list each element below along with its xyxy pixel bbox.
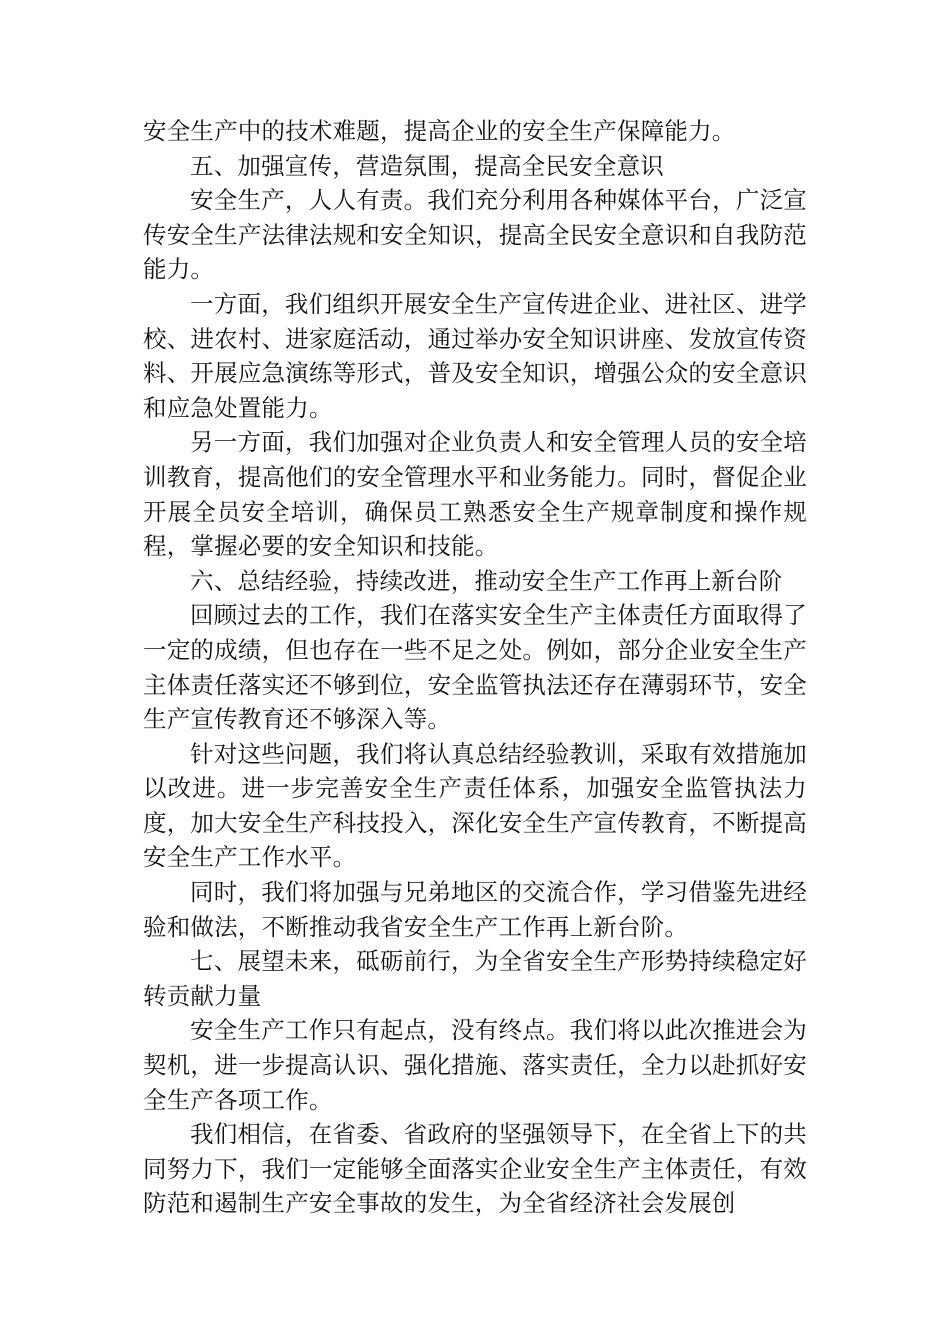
paragraph: 安全生产，人人有责。我们充分利用各种媒体平台，广泛宣传安全生产法律法规和安全知识，提高全民安全意识和自我防范能力。 <box>143 186 807 284</box>
section-heading-5: 五、加强宣传，营造氛围，提高全民安全意识 <box>190 151 664 180</box>
paragraph-continuation: 安全生产中的技术难题，提高企业的安全生产保障能力。 <box>143 117 736 145</box>
section-heading-6: 六、总结经验，持续改进，推动安全生产工作再上新台阶 <box>190 566 783 595</box>
section-heading-7: 七、展望未来，砥砺前行，为全省安全生产形势持续稳定好转贡献力量 <box>143 947 807 1010</box>
paragraph: 同时，我们将加强与兄弟地区的交流合作，学习借鉴先进经验和做法，不断推动我省安全生产工作再上新台阶。 <box>143 878 807 941</box>
paragraph: 另一方面，我们加强对企业负责人和安全管理人员的安全培训教育，提高他们的安全管理水平和业务能力。同时，督促企业开展全员安全培训，确保员工熟悉安全生产规章制度和操作规程，掌握必要的安全知识和技能。 <box>143 428 807 561</box>
paragraph: 我们相信，在省委、省政府的坚强领导下，在全省上下的共同努力下，我们一定能够全面落实企业安全生产主体责任，有效防范和遏制生产安全事故的发生，为全省经济社会发展创 <box>143 1120 807 1218</box>
document-page <box>143 114 807 1221</box>
paragraph: 针对这些问题，我们将认真总结经验教训，采取有效措施加以改进。进一步完善安全生产责任体系，加强安全监管执法力度，加大安全生产科技投入，深化安全生产宣传教育，不断提高安全生产工作水平。 <box>143 739 807 872</box>
paragraph: 安全生产工作只有起点，没有终点。我们将以此次推进会为契机，进一步提高认识、强化措施、落实责任，全力以赴抓好安全生产各项工作。 <box>143 1016 807 1114</box>
paragraph: 回顾过去的工作，我们在落实安全生产主体责任方面取得了一定的成绩，但也存在一些不足之处。例如，部分企业安全生产主体责任落实还不够到位，安全监管执法还存在薄弱环节，安全生产宣传教育还不够深入等。 <box>143 601 807 734</box>
paragraph: 一方面，我们组织开展安全生产宣传进企业、进社区、进学校、进农村、进家庭活动，通过举办安全知识讲座、发放宣传资料、开展应急演练等形式，普及安全知识，增强公众的安全意识和应急处置能力。 <box>143 289 807 422</box>
